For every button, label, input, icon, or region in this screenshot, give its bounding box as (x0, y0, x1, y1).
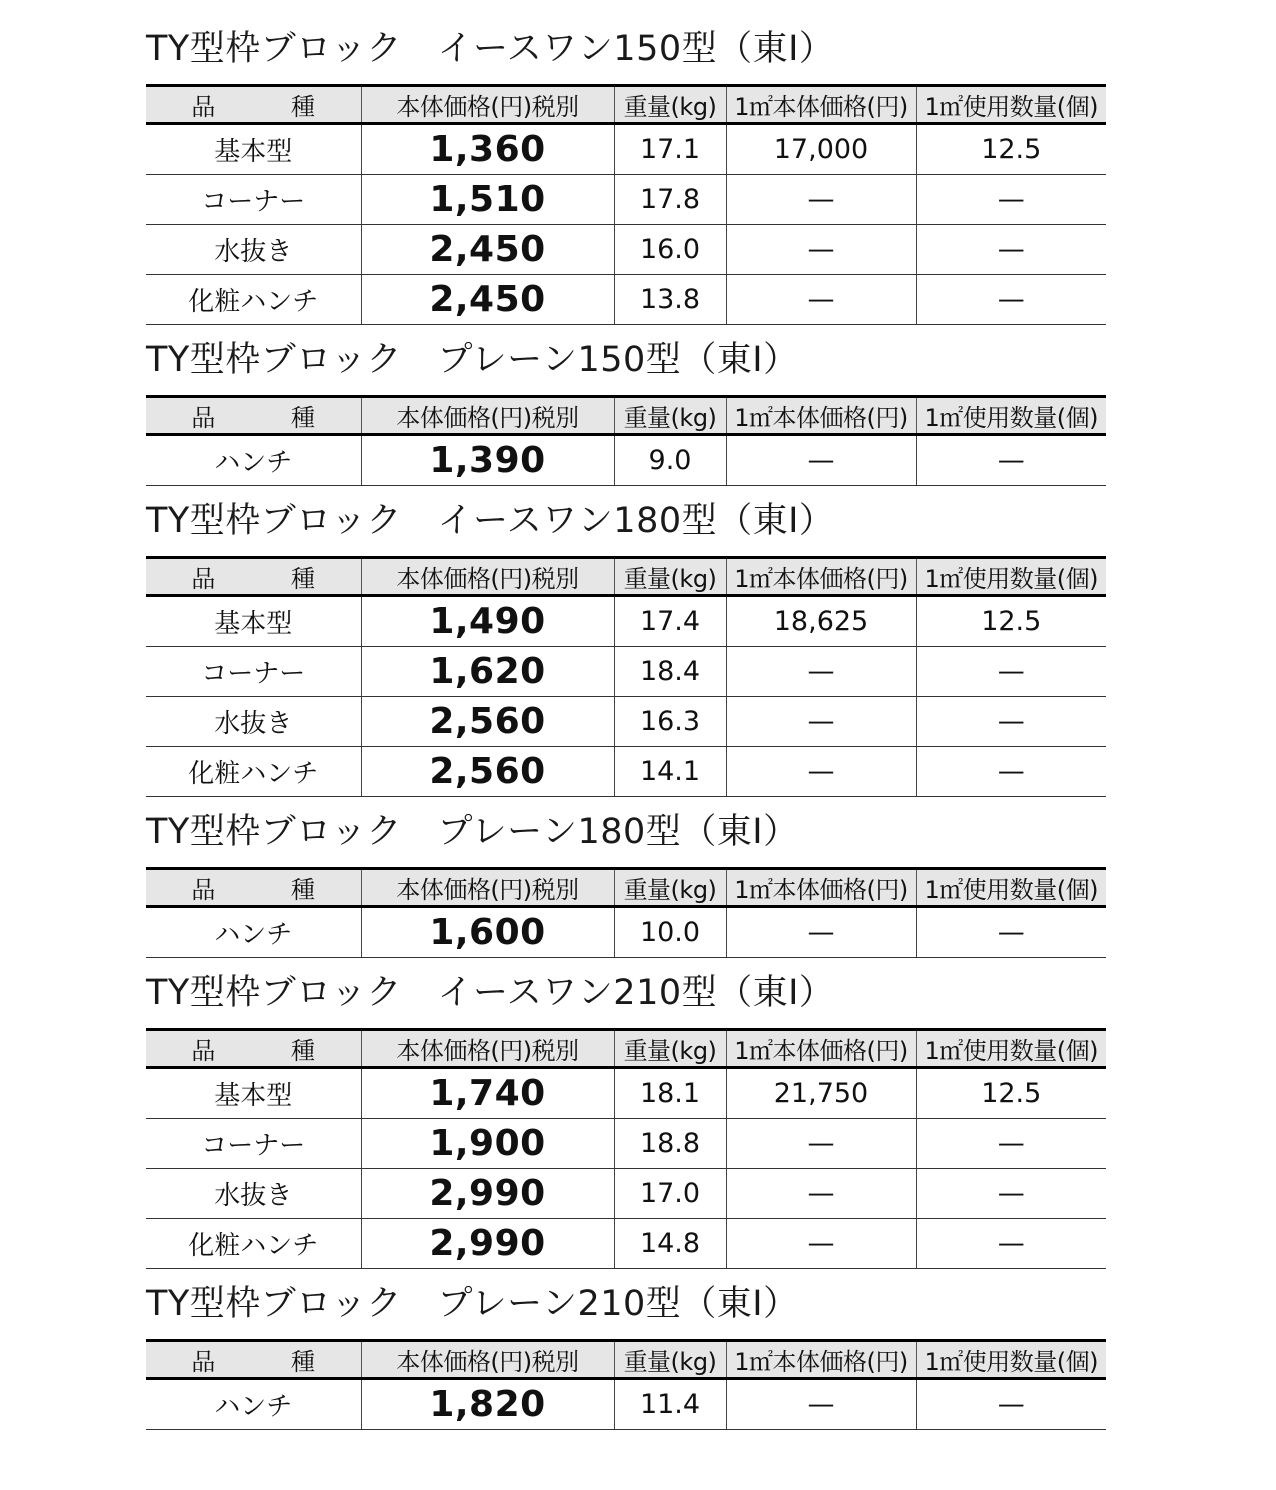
spec-table (146, 395, 1106, 486)
price-cell: 1,490 (361, 596, 614, 647)
weight-cell: 10.0 (614, 907, 726, 958)
weight-cell: 11.4 (614, 1379, 726, 1430)
spec-table (146, 84, 1106, 325)
table-row (146, 1068, 1106, 1119)
sqm-qty-cell: 12.5 (916, 596, 1106, 647)
sqm-qty-cell: — (916, 1169, 1106, 1219)
header-sqm-price: 1㎡本体価格(円) (726, 558, 916, 596)
item-name-cell: ハンチ (146, 435, 361, 486)
section-title: TY型枠ブロック イースワン150型（東Ⅰ） (146, 29, 835, 69)
sqm-qty-cell: — (916, 435, 1106, 486)
sqm-price-cell: — (726, 275, 916, 325)
item-name-cell: 化粧ハンチ (146, 747, 361, 797)
header-sqm-qty: 1㎡使用数量(個) (916, 86, 1106, 124)
weight-cell: 16.3 (614, 697, 726, 747)
sqm-price-cell: 21,750 (726, 1068, 916, 1119)
header-weight: 重量(kg) (614, 558, 726, 596)
sqm-qty-cell: — (916, 1379, 1106, 1430)
header-price: 本体価格(円)税別 (361, 558, 614, 596)
header-sqm-qty: 1㎡使用数量(個) (916, 869, 1106, 907)
item-name-cell: 化粧ハンチ (146, 1219, 361, 1269)
spec-table (146, 1028, 1106, 1269)
header-price: 本体価格(円)税別 (361, 86, 614, 124)
item-name-cell: 水抜き (146, 1169, 361, 1219)
price-cell: 2,560 (361, 697, 614, 747)
spec-table (146, 556, 1106, 797)
header-weight: 重量(kg) (614, 1341, 726, 1379)
sqm-price-cell: — (726, 1169, 916, 1219)
item-name-cell: コーナー (146, 647, 361, 697)
item-name-cell: 水抜き (146, 697, 361, 747)
sqm-price-cell: — (726, 697, 916, 747)
price-cell: 1,620 (361, 647, 614, 697)
item-name-cell: 化粧ハンチ (146, 275, 361, 325)
header-sqm-qty: 1㎡使用数量(個) (916, 397, 1106, 435)
header-sqm-qty: 1㎡使用数量(個) (916, 558, 1106, 596)
header-price: 本体価格(円)税別 (361, 1341, 614, 1379)
header-item-type: 品 種 (146, 397, 361, 435)
item-name-cell: 基本型 (146, 596, 361, 647)
section-title: TY型枠ブロック イースワン180型（東Ⅰ） (146, 501, 835, 541)
sqm-qty-cell: — (916, 907, 1106, 958)
section-title: TY型枠ブロック プレーン210型（東Ⅰ） (146, 1284, 799, 1324)
sqm-price-cell: 17,000 (726, 124, 916, 175)
header-price: 本体価格(円)税別 (361, 869, 614, 907)
weight-cell: 17.1 (614, 124, 726, 175)
header-weight: 重量(kg) (614, 869, 726, 907)
weight-cell: 17.8 (614, 175, 726, 225)
sqm-qty-cell: 12.5 (916, 1068, 1106, 1119)
table-row (146, 747, 1106, 797)
item-name-cell: コーナー (146, 175, 361, 225)
table-header-row (146, 1030, 1106, 1068)
price-cell: 2,450 (361, 275, 614, 325)
sqm-qty-cell: 12.5 (916, 124, 1106, 175)
header-sqm-price: 1㎡本体価格(円) (726, 869, 916, 907)
price-cell: 2,560 (361, 747, 614, 797)
price-cell: 1,740 (361, 1068, 614, 1119)
sqm-price-cell: — (726, 647, 916, 697)
header-sqm-qty: 1㎡使用数量(個) (916, 1341, 1106, 1379)
section-title: TY型枠ブロック プレーン180型（東Ⅰ） (146, 812, 799, 852)
table-row (146, 435, 1106, 486)
price-cell: 1,360 (361, 124, 614, 175)
table-row (146, 1169, 1106, 1219)
header-item-type: 品 種 (146, 869, 361, 907)
sqm-price-cell: — (726, 907, 916, 958)
table-header-row (146, 869, 1106, 907)
sqm-qty-cell: — (916, 1119, 1106, 1169)
header-sqm-qty: 1㎡使用数量(個) (916, 1030, 1106, 1068)
section-title: TY型枠ブロック イースワン210型（東Ⅰ） (146, 973, 835, 1013)
table-row (146, 596, 1106, 647)
weight-cell: 17.0 (614, 1169, 726, 1219)
price-cell: 1,820 (361, 1379, 614, 1430)
header-weight: 重量(kg) (614, 86, 726, 124)
sqm-price-cell: — (726, 747, 916, 797)
table-row (146, 1119, 1106, 1169)
sqm-qty-cell: — (916, 275, 1106, 325)
header-item-type: 品 種 (146, 1341, 361, 1379)
weight-cell: 18.4 (614, 647, 726, 697)
sqm-price-cell: — (726, 435, 916, 486)
table-row (146, 907, 1106, 958)
header-sqm-price: 1㎡本体価格(円) (726, 397, 916, 435)
header-item-type: 品 種 (146, 86, 361, 124)
weight-cell: 18.8 (614, 1119, 726, 1169)
table-row (146, 225, 1106, 275)
sqm-qty-cell: — (916, 225, 1106, 275)
sqm-qty-cell: — (916, 747, 1106, 797)
table-header-row (146, 1341, 1106, 1379)
header-price: 本体価格(円)税別 (361, 397, 614, 435)
sqm-qty-cell: — (916, 175, 1106, 225)
header-sqm-price: 1㎡本体価格(円) (726, 1030, 916, 1068)
weight-cell: 9.0 (614, 435, 726, 486)
item-name-cell: 基本型 (146, 1068, 361, 1119)
price-cell: 1,510 (361, 175, 614, 225)
price-list (146, 26, 1106, 1442)
table-row (146, 1219, 1106, 1269)
weight-cell: 14.8 (614, 1219, 726, 1269)
weight-cell: 14.1 (614, 747, 726, 797)
table-header-row (146, 397, 1106, 435)
spec-table (146, 1339, 1106, 1430)
header-weight: 重量(kg) (614, 1030, 726, 1068)
table-row (146, 275, 1106, 325)
header-price: 本体価格(円)税別 (361, 1030, 614, 1068)
weight-cell: 16.0 (614, 225, 726, 275)
sqm-price-cell: — (726, 1219, 916, 1269)
item-name-cell: コーナー (146, 1119, 361, 1169)
price-cell: 1,600 (361, 907, 614, 958)
header-item-type: 品 種 (146, 558, 361, 596)
sqm-price-cell: — (726, 1119, 916, 1169)
item-name-cell: 水抜き (146, 225, 361, 275)
table-row (146, 175, 1106, 225)
price-cell: 2,450 (361, 225, 614, 275)
spec-table (146, 867, 1106, 958)
price-cell: 1,390 (361, 435, 614, 486)
header-sqm-price: 1㎡本体価格(円) (726, 86, 916, 124)
item-name-cell: ハンチ (146, 1379, 361, 1430)
weight-cell: 13.8 (614, 275, 726, 325)
table-header-row (146, 86, 1106, 124)
header-weight: 重量(kg) (614, 397, 726, 435)
sqm-qty-cell: — (916, 647, 1106, 697)
table-row (146, 697, 1106, 747)
table-row (146, 647, 1106, 697)
price-cell: 2,990 (361, 1219, 614, 1269)
sqm-price-cell: 18,625 (726, 596, 916, 647)
header-sqm-price: 1㎡本体価格(円) (726, 1341, 916, 1379)
price-cell: 2,990 (361, 1169, 614, 1219)
weight-cell: 18.1 (614, 1068, 726, 1119)
item-name-cell: ハンチ (146, 907, 361, 958)
table-row (146, 1379, 1106, 1430)
sqm-qty-cell: — (916, 1219, 1106, 1269)
sqm-price-cell: — (726, 1379, 916, 1430)
sqm-qty-cell: — (916, 697, 1106, 747)
sqm-price-cell: — (726, 225, 916, 275)
section-title: TY型枠ブロック プレーン150型（東Ⅰ） (146, 340, 799, 380)
table-header-row (146, 558, 1106, 596)
weight-cell: 17.4 (614, 596, 726, 647)
sqm-price-cell: — (726, 175, 916, 225)
header-item-type: 品 種 (146, 1030, 361, 1068)
price-cell: 1,900 (361, 1119, 614, 1169)
item-name-cell: 基本型 (146, 124, 361, 175)
table-row (146, 124, 1106, 175)
